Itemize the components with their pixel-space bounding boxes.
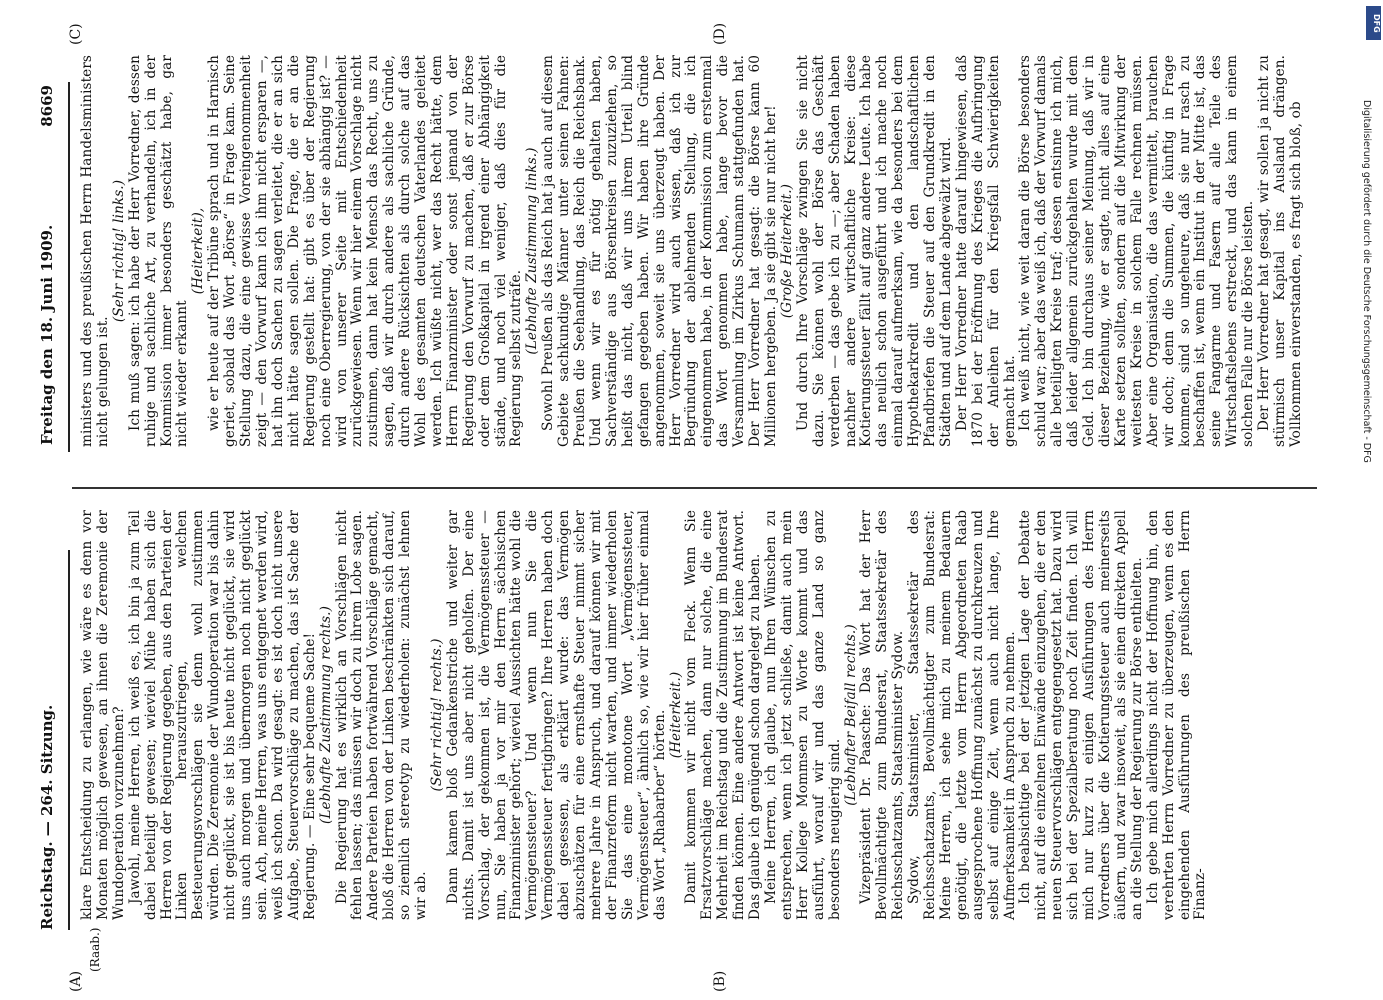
paragraph: Die Regierung hat es wirklich an Vorschlägen nicht fehlen lassen; das müssen wir doch zu ihrem Lobe sagen. Andere Parteien haben fortwährend Vorschläge gemacht, bloß die Herren von der Linken beschränkten sich darauf, so ziemlich stereotyp zu wiederholen: zunächst lehnen wir ab.	[333, 510, 430, 920]
header-rule-right	[68, 82, 70, 452]
paragraph: (Lebhafte Zustimmung links.)	[524, 147, 541, 355]
paragraph: Ich muß sagen: ich habe der Herr Vorredner, dessen ruhige und sachliche Art, zu verhandeln, ich in der Kommission immer besonders geschätzt habe, gar nicht wieder erkannt	[126, 55, 191, 447]
paragraph: Sowohl Preußen als das Reich hat ja auch auf diesem Gebiete sachkundige Männer unter seinen Fahnen: Preußen die Seehandlung, das Reich die Reichsbank. Und wenn wir es für nötig gehalten haben, Sachverständige aus Börsenkreisen zuzuziehen, so heißt das nicht, daß wir uns ihrem Urteil blind gefangen gegeben haben. Wir haben ihre Gründe angenommen, soweit sie uns überzeugt haben. Der Herr Vorredner wird auch wissen, daß ich zur Begründung der ablehnenden Stellung, die ich eingenommen habe, in der Kommission zum erstenmal das Wort genommen habe, lange bevor die Versammlung im Zirkus Schumann stattgefunden hat. Der Herr Vorredner hat gesagt: die Börse kann 60 Millionen hergeben. Ja sie gibt sie nur nicht her!	[540, 55, 779, 447]
running-head-title: Reichstag. — 264. Sitzung.	[38, 704, 56, 930]
paragraph: Dann kamen bloß Gedankenstriche und weiter gar nichts. Damit ist uns aber nicht geholfen. Der eine Vorschlag, der gekommen ist, die Vermögenssteuer — nun, Sie haben ja vor mir den Herrn sächsischen Finanzminister gehört; wieviel Aussichten hätte wohl die Vermögenssteuer? Und wenn nun Sie die Vermögenssteuer fertigbringen? Ihre Herren haben doch dabei gesessen, als erklärt wurde: das Vermögen abzuschätzen für eine ernsthafte Steuer nimmt sicher mehrere Jahre in Anspruch, und darauf können wir mit der Finanzreform nicht warten, und immer wiederholen Sie das eine monotone Wort „Vermögenssteuer, Vermögenssteuer“, ähnlich so, wie wir hier früher einmal das Wort „Rhabarber“ hörten.	[444, 510, 668, 920]
running-head-date: Freitag den 18. Juni 1909.	[38, 224, 56, 445]
paragraph: (Heiterkeit.)	[667, 671, 684, 759]
paragraph: Ich weiß nicht, wie weit daran die Börse besonders schuld war; aber das weiß ich, daß der Vorwurf damals alle beteiligten Kreise traf; dessen entsinne ich mich, daß leider allgemein zurückgehalten wurde mit dem Geld. Ich bin durchaus seiner Meinung, daß wir in dieser Beziehung, wie er sagte, nicht alles auf eine Karte setzen sollten, sondern auf die Mitwirkung der weitesten Kreise in solchem Falle rechnen müssen. Aber eine Organisation, die das vermittelt, brauchen wir doch; denn die Summen, die künftig in Frage kommen, sind so ungeheure, daß sie nur rasch zu beschaffen ist, wenn ein Institut in der Mitte ist, das seine Fangarme und Fasern auf alle Teile des Wirtschaftslebens erstreckt, und das kann in einem solchen Falle nur die Börse leisten.	[1017, 55, 1257, 447]
paragraph: (Sehr richtig! links.)	[110, 179, 127, 323]
paragraph: klare Entscheidung zu erlangen, wie wäre es denn vor Monaten möglich gewesen, an ihnen die Zeremonie der Wundoperation vorzunehmen?	[79, 510, 127, 920]
paragraph: Jawohl, meine Herren, ich weiß es, ich bin ja zum Teil dabei beteiligt gewesen; wieviel Mühe haben sich die Herren von der Regierung gegeben, aus den Parteien der Linken herauszutriegen, welchen Besteuerungsvorschlägen sie denn wohl zustimmen würden. Die Zeremonie der Wundoperation war bis dahin nicht geglückt, sie ist bis heute nicht geglückt, sie wird uns auch morgen und übermorgen noch nicht geglückt sein. Ach, meine Herren, was uns entgegnet werden wird, weiß ich schon. Da wird gesagt: es ist doch nicht unsere Aufgabe, Steuervorschläge zu machen, das ist Sache der Regierung. — Eine sehr bequeme Sache!	[126, 510, 318, 920]
margin-marker-a: (A)	[68, 970, 84, 992]
dfg-logo: DFG	[1366, 6, 1381, 40]
paragraph: Ich gebe mich allerdings nicht der Hoffnung hin, den verehrten Herrn Vorredner zu überzeugen, wenn es den eingehenden Ausführungen des preußischen Herrn Finanz-	[1144, 510, 1209, 920]
speaker-marker: (Raab.)	[88, 927, 102, 972]
paragraph: wie er heute auf der Tribüne sprach und in Harnisch geriet, sobald das Wort „Börse“ in Frage kam. Seine Stellung dazu, die eine gewisse Voreingenommenheit zeigt — den Vorwurf kann ich ihm nicht ersparen —, hat ihn doch Sachen zu sagen verleitet, die er an sich nicht hätte sagen sollen. Die Frage, die er an die Regierung gestellt hat: gibt es über der Regierung noch eine Oberregierung, von der sie abhängig ist? — wird von unserer Seite mit Entschiedenheit zurückgewiesen. Wenn wir hier einem Vorschlage nicht zustimmen, dann hat kein Mensch das Recht, uns zu sagen, daß wir durch andere als sachliche Gründe, durch andere Rücksichten als durch solche auf das Wohl des gesamten deutschen Vaterlandes geleitet werden. Ich wüßte nicht, wer das Recht hätte, dem Herrn Finanzminister oder sonst jemand von der Regierung den Vorwurf zu machen, daß er zur Börse oder dem Großkapital in irgend einer Abhängigkeit stände, und noch viel weniger, daß dies für die Regierung selbst zuträfe.	[206, 55, 525, 447]
digitization-credit	[1361, 100, 1382, 960]
margin-marker-d: (D)	[712, 22, 728, 45]
paragraph: Damit kommen wir nicht vom Fleck. Wenn Sie Ersatzvorschläge machen, dann nur solche, die eine Mehrheit im Reichstag und die Zustimmung im Bundesrat finden können. Eine andere Antwort ist keine Antwort. Das glaube ich genügend schon dargelegt zu haben.	[683, 510, 764, 920]
running-head-left	[38, 560, 68, 930]
header-rule-left	[68, 550, 70, 930]
right-column	[80, 55, 1305, 447]
paragraph: Sydow, Staatsminister, Staatssekretär des Reichsschatzamts, Bevollmächtigter zum Bundesrat: Meine Herren, ich sehe mich zu meinem Bedauern genötigt, die letzte vom Herrn Abgeordneten Raab ausgesprochene Hoffnung zunächst zu durchkreuzen und selbst auf einige Zeit, wenn auch nicht lange, Ihre Aufmerksamkeit in Anspruch zu nehmen.	[906, 510, 1018, 920]
paragraph: (Große Heiterkeit.)	[778, 183, 795, 319]
paragraph: ministers und des preußischen Herrn Handelsministers nicht gelungen ist.	[79, 55, 111, 447]
paragraph: Und durch Ihre Vorschläge zwingen Sie sie nicht dazu. Sie können wohl der Börse das Geschäft verderben — das gebe ich zu —; aber Schaden haben nachher andere wirtschaftliche Kreise: diese Kotierungssteuer fällt auf ganz andere Leute. Ich habe das neulich schon ausgeführt und ich mache noch einmal darauf aufmerksam, wie da besonders bei dem Hypothekarkredit und den landschaftlichen Pfandbriefen die Steuer auf den Grundkredit in den Städten und auf dem Lande abgewälzt wird.	[794, 55, 954, 447]
paragraph: Meine Herren, ich glaube, nun Ihren Wünschen zu entsprechen, wenn ich jetzt schließe, damit auch mein Herr Kollege Mommsen zu Worte kommt und das ausführt, worauf wir und das ganze Land so ganz besonders neugierig sind.	[762, 510, 843, 920]
paragraph: Ich beabsichtige bei der jetzigen Lage der Debatte nicht, auf die einzelnen Einwände einzugehen, die er den neuen Steuervorschlägen entgegengesetzt hat. Dazu wird sich bei der Spezialberatung noch Zeit finden. Ich will mich nur kurz zu einigen Ausführungen des Herrn Vorredners über die Kotierungssteuer auch meinerseits äußern, und zwar insoweit, als sie einen direkten Appell an die Stellung der Regierung zur Börse enthielten.	[1017, 510, 1145, 920]
credit-text: Digitalisierung gefördert durch die Deutsche Forschungsgemeinschaft - DFG	[1361, 100, 1372, 463]
left-column	[80, 510, 1209, 920]
paragraph: (Lebhafte Zustimmung rechts.)	[317, 606, 334, 824]
paragraph: Vizepräsident Dr. Paasche: Das Wort hat der Herr Bevollmächtigte zum Bundesrat, Staatssekretär des Reichsschatzamts, Staatsminister Sydow.	[858, 510, 907, 920]
running-head-right	[38, 85, 68, 445]
paragraph: (Sehr richtig! rechts.)	[428, 638, 445, 792]
paragraph: (Lebhafter Beifall rechts.)	[842, 624, 859, 806]
margin-marker-b: (B)	[712, 970, 728, 992]
column-divider	[72, 488, 1317, 490]
margin-marker-c: (C)	[68, 23, 84, 45]
paragraph: Der Herr Vorredner hatte darauf hingewiesen, daß 1870 bei der Eröffnung des Krieges die Aufbringung der Anleihen für den Kriegsfall Schwierigkeiten gemacht hat.	[953, 55, 1018, 447]
paragraph: Der Herr Vorredner hat gesagt, wir sollen ja nicht zu stürmisch unser Kapital ins Ausland drängen. Vollkommen einverstanden, es fragt sich bloß, ob	[1256, 55, 1304, 447]
paragraph: (Heiterkeit),	[190, 207, 207, 295]
page-number: 8669	[38, 85, 56, 127]
